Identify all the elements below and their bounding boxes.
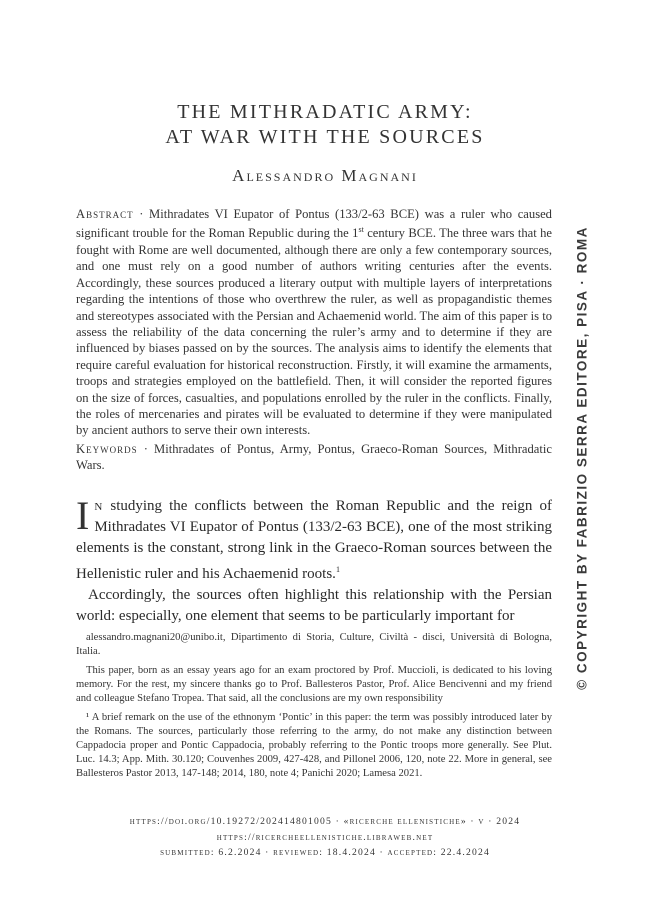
body-text (76, 493, 552, 627)
acknowledgements-note: This paper, born as an essay years ago for an exam proctored by Prof. Muccioli, is dedicated to his loving memory. For the rest, my sincere thanks go to Prof. Ballesteros Pastor, Prof. Alice Bencivenni and my friend and colleague Stefano Tropea. That said, all the conclusions are my own responsibility (76, 665, 552, 704)
keywords-label: Keywords (76, 441, 138, 456)
footnote-ref-1[interactable]: 1 (335, 565, 340, 574)
body-paragraph-2: Accordingly, the sources often highlight this relationship with the Persian world: especially, one element that seems to be particularly important for (76, 587, 552, 624)
submission-dates: submitted: 6.2.2024 · reviewed: 18.4.2024 · accepted: 22.4.2024 (160, 847, 490, 858)
author-affiliation-note: alessandro.magnani20@unibo.it, Dipartimento di Storia, Culture, Civiltà - disci, Università di Bologna, Italia. (76, 632, 552, 657)
abstract-text-b: century BCE. The three wars that he fought with Rome are well documented, although there are only a few contemporary sources, and one must rely on a good number of authors writing centuries after the events. Accordingly, these sources produced a literary output with multiple layers of interpretations regarding the intentions of those who overthrew the ruler, as well as propagandistic themes and stereotypes associated with the Persian and Achaemenid world. The aim of this paper is to assess the reliability of the data concerning the ruler’s army and to determine if they are influenced by biases passed on by the sources. The analysis aims to identify the elements that require careful evaluation for historical reconstruction. Firstly, it will examine the armaments, troops and strategies employed on the battlefield. Then, it will consider the reported figures on the size of forces, casualties, and populations enrolled by the ruler in the conflicts. Finally, the roles of mercenaries and pirates will be evaluated to determine if they were manipulated by ancient authors to serve their own interests. (76, 226, 553, 438)
copyright-text: © COPYRIGHT BY FABRIZIO SERRA EDITORE, PISA · ROMA (574, 226, 590, 690)
footnote-1: ¹ A brief remark on the use of the ethnonym ‘Pontic’ in this paper: the term was possibly introduced later by the Romans. The sources, particularly those referring to the army, do not make any distinction between Cappadocia proper and Pontic Cappadocia, probably referring to the Pontic troops more generally. See Plut. Luc. 14.3; App. Mith. 30.120; Couvenhes 2009, 427-428, and Pillonel 2006, 120, note 22. More in general, see Ballesteros Pastor 2013, 147-148; 2014, 180, note 4; Panichi 2020; Lamesa 2021. (76, 712, 552, 779)
abstract-label: Abstract (76, 207, 134, 221)
page-footer (0, 814, 650, 861)
abstract-text-a: Mithradates VI Eupator of Pontus (133/2-63 BCE) was a ruler who caused significant trouble for the Roman Republic during the 1 (76, 207, 552, 241)
abstract-superscript: st (358, 225, 364, 235)
footnotes (76, 631, 552, 786)
title-block (0, 100, 650, 186)
abstract (76, 206, 552, 474)
journal-website-link[interactable]: https://ricercheellenistiche.libraweb.net (216, 831, 434, 843)
body-first-letters: n (94, 498, 104, 514)
keywords-text: Mithradates of Pontus, Army, Pontus, Graeco-Roman Sources, Mithradatic Wars. (76, 441, 552, 473)
abstract-separator: · (133, 207, 150, 221)
paper-title-line-2: AT WAR WITH THE SOURCES (165, 126, 485, 148)
body-paragraph-1-text: studying the conflicts between the Roman Republic and the reign of Mithradates VI Eupator of Pontus (133/2-63 BCE), one of the most striking elements is the constant, strong link in the Graeco-Roman sources between the Hellenistic ruler and his Achaemenid roots. (76, 498, 552, 582)
abstract-paragraph (76, 206, 552, 439)
keywords (76, 441, 552, 474)
paper-title-line-1: THE MITHRADATIC ARMY: (177, 101, 473, 123)
body-paragraph-1 (76, 493, 552, 585)
author-name: Alessandro Magnani (232, 166, 418, 185)
keywords-separator: · (137, 441, 155, 456)
doi-link[interactable]: https://doi.org/10.19272/202414801005 · «ricerche ellenistiche» · v · 2024 (129, 816, 521, 827)
drop-cap: I (76, 493, 90, 538)
